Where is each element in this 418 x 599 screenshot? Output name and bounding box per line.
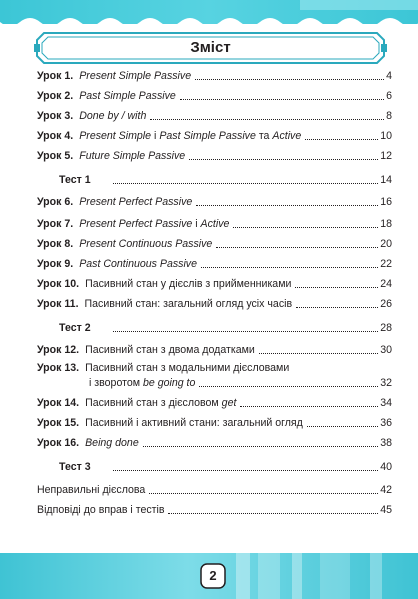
page-number: 2 xyxy=(209,568,217,583)
leader-dots xyxy=(305,139,378,140)
page-ref: 16 xyxy=(380,196,392,208)
leader-dots xyxy=(199,386,378,387)
leader-dots xyxy=(149,493,378,494)
lesson-number: Урок 12. xyxy=(37,344,80,356)
lesson-number: Урок 15. xyxy=(37,417,80,429)
toc-entry-14[interactable] xyxy=(37,397,392,410)
toc-entry-13-line1[interactable] xyxy=(37,362,392,375)
leader-dots xyxy=(201,267,378,268)
toc-entry-2[interactable] xyxy=(37,90,392,103)
leader-dots xyxy=(259,353,378,354)
section-title: Відповіді до вправ і тестів xyxy=(37,504,165,516)
lesson-number: Урок 8. xyxy=(37,238,74,250)
page-ref: 40 xyxy=(380,461,392,473)
toc-entry-7[interactable] xyxy=(37,218,392,231)
lesson-title: Пасивний стан у дієслів з прийменниками xyxy=(85,278,292,290)
leader-dots xyxy=(150,119,384,120)
leader-dots xyxy=(296,307,378,308)
leader-dots xyxy=(295,287,378,288)
test-label: Тест 1 xyxy=(59,174,91,186)
leader-dots xyxy=(113,183,379,184)
lesson-title: Present Simple і Past Simple Passive та Active xyxy=(79,130,302,142)
toc-entry-13-line2[interactable] xyxy=(37,377,392,390)
lesson-number: Урок 10. xyxy=(37,278,80,290)
lesson-title: Present Simple Passive xyxy=(79,70,192,82)
leader-dots xyxy=(196,205,378,206)
lesson-title-line1: Пасивний стан з модальними дієсловами xyxy=(85,362,290,374)
section-title: Неправильні дієслова xyxy=(37,484,146,496)
toc-entry-3[interactable] xyxy=(37,110,392,123)
page-ref: 28 xyxy=(380,322,392,334)
lesson-title: Пасивний стан з двома додатками xyxy=(85,344,255,356)
lesson-number: Урок 9. xyxy=(37,258,74,270)
toc-entry-4[interactable] xyxy=(37,130,392,143)
lesson-number: Урок 13. xyxy=(37,362,80,374)
lesson-number: Урок 1. xyxy=(37,70,74,82)
lesson-number: Урок 3. xyxy=(37,110,74,122)
page-ref: 24 xyxy=(380,278,392,290)
toc-entry-11[interactable] xyxy=(37,298,392,311)
leader-dots xyxy=(113,470,379,471)
lesson-number: Урок 16. xyxy=(37,437,80,449)
page-title: Зміст xyxy=(190,39,231,56)
leader-dots xyxy=(233,227,378,228)
page-ref: 34 xyxy=(380,397,392,409)
toc-entry-1[interactable] xyxy=(37,70,392,83)
leader-dots xyxy=(168,513,378,514)
toc-entry-9[interactable] xyxy=(37,258,392,271)
lesson-title: Past Simple Passive xyxy=(79,90,176,102)
leader-dots xyxy=(113,331,379,332)
test-label: Тест 2 xyxy=(59,322,91,334)
page-ref: 6 xyxy=(386,90,392,102)
toc-entry-answers[interactable] xyxy=(37,504,392,517)
lesson-number: Урок 5. xyxy=(37,150,74,162)
lesson-number: Урок 14. xyxy=(37,397,80,409)
toc-entry-test-3[interactable] xyxy=(37,461,392,474)
page-ref: 12 xyxy=(380,150,392,162)
page-ref: 30 xyxy=(380,344,392,356)
page-ref: 42 xyxy=(380,484,392,496)
page-ref: 38 xyxy=(380,437,392,449)
page-ref: 20 xyxy=(380,238,392,250)
lesson-title: Done by / with xyxy=(79,110,147,122)
lesson-title: Пасивний стан: загальний огляд усіх часів xyxy=(84,298,293,310)
toc-entry-test-2[interactable] xyxy=(37,322,392,335)
leader-dots xyxy=(143,446,378,447)
page-ref: 8 xyxy=(386,110,392,122)
toc-entry-10[interactable] xyxy=(37,278,392,291)
lesson-title: Пасивний стан з дієсловом get xyxy=(85,397,237,409)
toc-entry-6[interactable] xyxy=(37,196,392,209)
toc-entry-5[interactable] xyxy=(37,150,392,163)
lesson-number: Урок 6. xyxy=(37,196,74,208)
page-ref: 4 xyxy=(386,70,392,82)
page-ref: 22 xyxy=(380,258,392,270)
leader-dots xyxy=(216,247,378,248)
lesson-title: Пасивний і активний стани: загальний огляд xyxy=(85,417,303,429)
lesson-title-line2: і зворотом be going to xyxy=(89,377,196,389)
lesson-title: Future Simple Passive xyxy=(79,150,186,162)
toc-entry-test-1[interactable] xyxy=(37,174,392,187)
toc-entry-15[interactable] xyxy=(37,417,392,430)
lesson-number: Урок 4. xyxy=(37,130,74,142)
page-ref: 45 xyxy=(380,504,392,516)
lesson-number: Урок 2. xyxy=(37,90,74,102)
lesson-title: Present Continuous Passive xyxy=(79,238,213,250)
leader-dots xyxy=(240,406,378,407)
leader-dots xyxy=(180,99,384,100)
lesson-title: Present Perfect Passive і Active xyxy=(79,218,230,230)
toc-entry-8[interactable] xyxy=(37,238,392,251)
page-ref: 18 xyxy=(380,218,392,230)
lesson-number: Урок 11. xyxy=(37,298,79,310)
page-ref: 14 xyxy=(380,174,392,186)
page-ref: 36 xyxy=(380,417,392,429)
toc-entry-16[interactable] xyxy=(37,437,392,450)
page-ref: 32 xyxy=(380,377,392,389)
test-label: Тест 3 xyxy=(59,461,91,473)
toc-entry-irregular-verbs[interactable] xyxy=(37,484,392,497)
lesson-title: Present Perfect Passive xyxy=(79,196,193,208)
toc-entry-12[interactable] xyxy=(37,344,392,357)
page-ref: 10 xyxy=(380,130,392,142)
top-wave-decoration xyxy=(0,0,418,32)
lesson-title: Being done xyxy=(85,437,139,449)
page-ref: 26 xyxy=(380,298,392,310)
leader-dots xyxy=(307,426,378,427)
lesson-number: Урок 7. xyxy=(37,218,74,230)
leader-dots xyxy=(195,79,384,80)
leader-dots xyxy=(189,159,378,160)
lesson-title: Past Continuous Passive xyxy=(79,258,197,270)
